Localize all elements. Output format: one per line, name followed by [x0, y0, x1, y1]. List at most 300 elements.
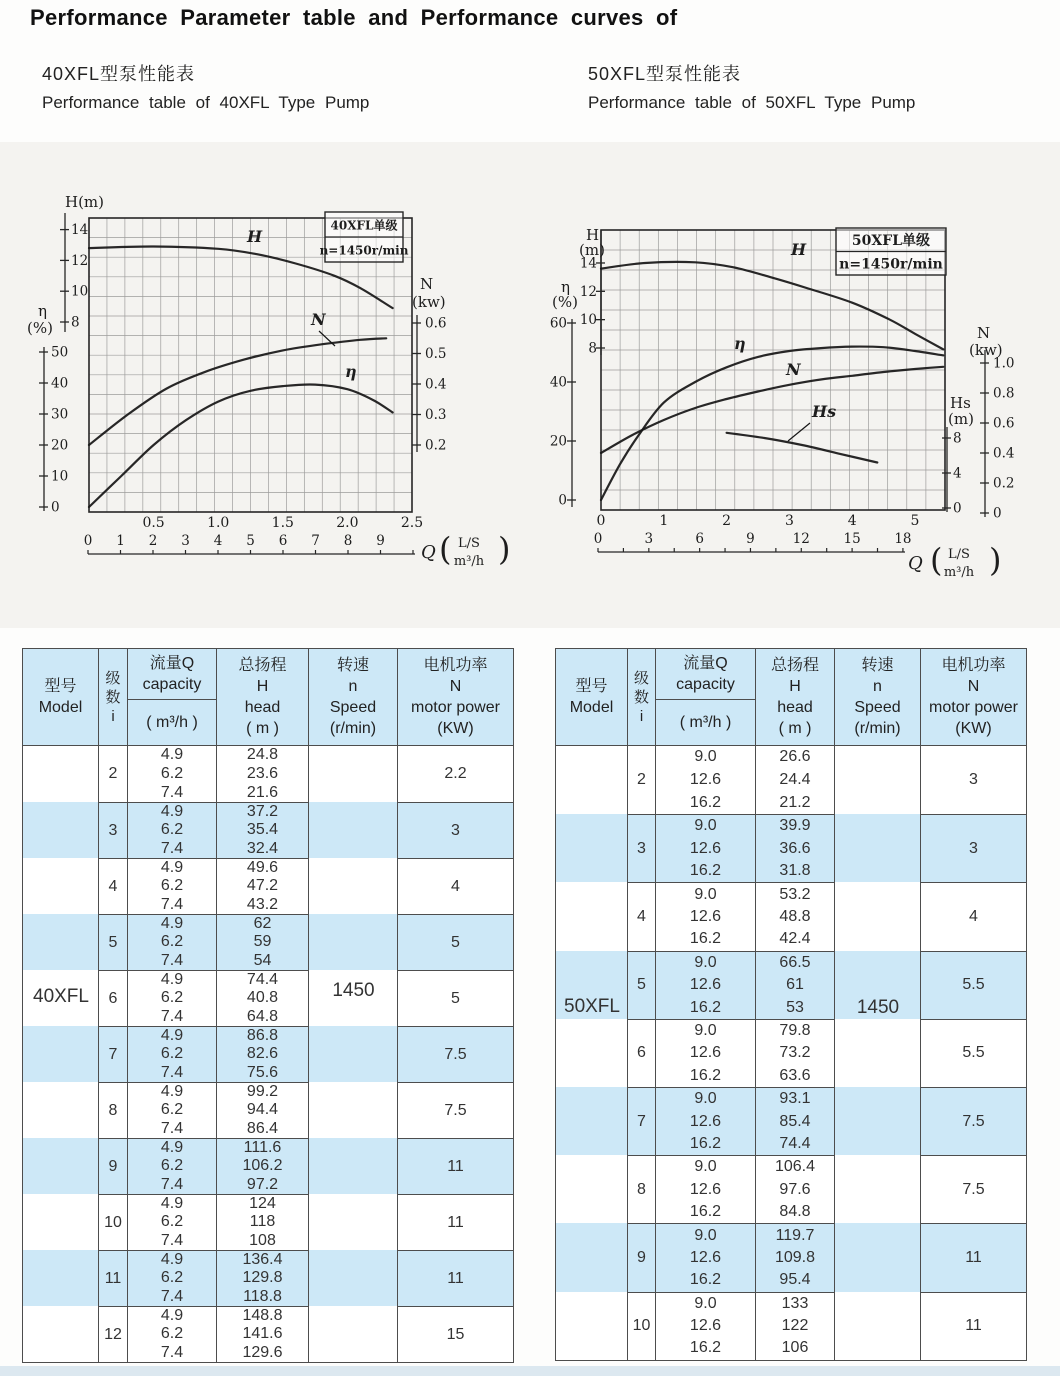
curve-N — [89, 338, 386, 445]
speed-cell — [309, 1194, 398, 1250]
capacity-cell — [128, 1138, 217, 1194]
table-row-stage-4 — [556, 882, 1026, 950]
model-cell — [556, 746, 628, 814]
q-unit-ls: L/S — [948, 547, 970, 562]
paren-open: ( — [930, 541, 943, 579]
model-cell — [556, 882, 628, 950]
capacity-value: 4.9 — [160, 1027, 184, 1045]
stage-cell: 2 — [628, 746, 656, 814]
axis-tick-label-H: 10 — [579, 312, 597, 329]
header-cell-model — [556, 649, 628, 745]
power-cell: 5.5 — [921, 1019, 1026, 1087]
speed-cell — [835, 1292, 921, 1360]
axis-tick-label-H: 14 — [71, 222, 89, 239]
capacity-value: 9.0 — [694, 885, 717, 903]
x-tick-label-m3h: 9 — [376, 533, 385, 549]
capacity-header-top — [656, 649, 755, 700]
capacity-value: 7.4 — [160, 1175, 184, 1193]
section-title-en-40xfl: Performance table of 40XFL Type Pump — [42, 93, 370, 112]
speed-cell — [835, 746, 921, 814]
model-label: 40XFL — [33, 986, 89, 1007]
axis-tick-label-eta: 20 — [51, 437, 69, 454]
head-value: 42.4 — [779, 930, 811, 948]
head-value: 43.2 — [246, 895, 279, 913]
table-row-stage-3 — [23, 802, 513, 858]
capacity-cell — [656, 1019, 756, 1087]
head-value: 23.6 — [246, 765, 279, 782]
header-line: H — [789, 678, 801, 695]
stage-cell: 4 — [628, 882, 656, 950]
capacity-cell — [656, 1087, 756, 1155]
model-cell — [23, 746, 99, 802]
axis-tick-label-H: 8 — [71, 314, 80, 331]
capacity-value: 6.2 — [160, 989, 184, 1007]
stage-cell: 5 — [628, 951, 656, 1019]
capacity-cell — [128, 1194, 217, 1250]
x-tick-label-m3h: 3 — [644, 531, 654, 547]
section-title-en-50xfl: Performance table of 50XFL Type Pump — [588, 93, 916, 112]
capacity-cell — [128, 1082, 217, 1138]
head-cell — [756, 1292, 835, 1360]
axis-title-H: H(m) — [65, 193, 105, 211]
table-row-stage-5 — [23, 914, 513, 970]
header-line: 转速 — [336, 657, 369, 674]
header-line: head — [777, 699, 813, 716]
capacity-cell — [128, 1026, 217, 1082]
capacity-value: 12.6 — [689, 839, 722, 857]
head-value: 119.7 — [775, 1226, 815, 1244]
capacity-value: 6.2 — [160, 1325, 184, 1343]
model-cell — [23, 1250, 99, 1306]
capacity-value: 12.6 — [689, 771, 722, 789]
power-cell: 3 — [398, 802, 513, 858]
table-row-stage-9 — [23, 1138, 513, 1194]
capacity-cell — [656, 814, 756, 882]
capacity-cell — [656, 1223, 756, 1291]
power-cell: 7.5 — [398, 1082, 513, 1138]
capacity-cell — [656, 1292, 756, 1360]
section-title-zh-50xfl: 50XFL型泵性能表 — [588, 64, 742, 84]
info-box-speed: n=1450r/min — [319, 243, 409, 258]
axis-tick-label-Hs: 8 — [953, 430, 962, 447]
head-value: 94.4 — [246, 1101, 279, 1119]
power-cell: 7.5 — [921, 1087, 1026, 1155]
axis-tick-label-eta: 40 — [549, 374, 567, 391]
header-line: 型号 — [44, 678, 77, 695]
axis-tick-label-eta: 30 — [51, 406, 69, 423]
head-cell — [217, 802, 309, 858]
power-cell: 11 — [921, 1223, 1026, 1291]
head-value: 35.4 — [246, 821, 279, 839]
header-cell-capacity — [128, 649, 217, 745]
header-line: 电机功率 — [941, 657, 1006, 674]
stage-cell: 6 — [628, 1019, 656, 1087]
capacity-value: 16.2 — [689, 1271, 722, 1289]
bottom-page-band — [0, 1366, 1060, 1376]
axis-tick-label-H: 12 — [71, 252, 89, 269]
head-value: 84.8 — [779, 1203, 811, 1221]
header-line: 数 — [633, 688, 649, 706]
capacity-cell — [128, 802, 217, 858]
head-value: 118.8 — [243, 1287, 282, 1305]
model-cell — [23, 858, 99, 914]
capacity-value: 6.2 — [160, 1213, 184, 1231]
table-row-stage-3 — [556, 814, 1026, 882]
axis-eta — [550, 278, 578, 509]
x-tick-label-m3h: 7 — [311, 533, 320, 549]
capacity-value: 16.2 — [689, 862, 722, 880]
header-line: Speed — [329, 699, 377, 716]
header-line: Model — [569, 699, 614, 716]
curve-label-η: η — [345, 362, 357, 381]
model-cell — [23, 1082, 99, 1138]
header-line: H — [256, 678, 269, 695]
capacity-header-top — [128, 649, 216, 700]
axis-H — [579, 226, 605, 357]
curve-Hs — [727, 433, 878, 463]
head-value: 62 — [253, 915, 272, 933]
header-line: (r/min) — [854, 720, 901, 737]
head-value: 49.6 — [246, 859, 279, 877]
capacity-header-unit — [128, 700, 216, 745]
head-value: 26.6 — [779, 748, 811, 766]
speed-cell — [835, 1019, 921, 1087]
stage-cell: 8 — [99, 1082, 128, 1138]
capacity-value: 12.6 — [689, 1248, 722, 1266]
curve-η — [601, 347, 943, 500]
head-cell — [217, 746, 309, 802]
stage-cell: 9 — [99, 1138, 128, 1194]
speed-cell — [835, 1223, 921, 1291]
head-value: 74.4 — [246, 971, 279, 989]
capacity-value: 6.2 — [160, 877, 184, 895]
curve-label-η: η — [734, 334, 746, 353]
axis-tick-label-H: 14 — [579, 255, 597, 272]
model-cell — [23, 802, 99, 858]
capacity-value: 6.2 — [160, 1045, 184, 1063]
power-cell: 3 — [969, 771, 978, 789]
q-symbol: Q — [908, 553, 923, 574]
header-line: 流量Q — [683, 655, 728, 672]
axis-tick-label-H: 10 — [71, 283, 89, 300]
capacity-value: 4.9 — [160, 746, 184, 764]
axis-tick-label-N: 0.4 — [993, 445, 1015, 462]
x-tick-label-m3h: 4 — [213, 533, 223, 549]
header-line: 数 — [105, 688, 121, 706]
head-value: 118 — [249, 1213, 276, 1231]
speed-cell — [835, 1155, 921, 1223]
chart-50xfl-performance-curves — [548, 195, 1060, 595]
header-line: ( m³/h ) — [679, 714, 732, 731]
capacity-value: 9.0 — [694, 1090, 717, 1108]
model-cell — [556, 814, 628, 882]
curve-label-Hs: Hs — [812, 402, 837, 421]
speed-cell — [309, 1082, 398, 1138]
capacity-value: 9.0 — [694, 817, 717, 835]
capacity-cell — [128, 858, 217, 914]
power-cell: 4 — [921, 882, 1026, 950]
table-row-stage-2 — [556, 746, 1026, 814]
power-cell: 11 — [398, 1138, 513, 1194]
table-40xfl-performance — [22, 648, 514, 1363]
head-value: 86.4 — [246, 1119, 279, 1137]
axis-title-eta: η — [561, 278, 570, 296]
head-value: 93.1 — [779, 1090, 811, 1108]
capacity-value: 7.4 — [160, 951, 184, 969]
capacity-value: 9.0 — [694, 1021, 717, 1039]
x-axis-ruler — [88, 550, 415, 554]
table-row-stage-2 — [23, 746, 513, 802]
model-cell — [23, 1026, 99, 1082]
head-value: 61 — [786, 976, 804, 994]
section-title-zh-40xfl: 40XFL型泵性能表 — [42, 64, 196, 84]
capacity-value: 16.2 — [689, 1066, 722, 1084]
head-cell — [217, 914, 309, 970]
head-value: 106 — [781, 1339, 809, 1357]
header-cell-speed — [835, 649, 921, 745]
x-tick-label-ls: 1.5 — [271, 515, 294, 531]
header-line: 转速 — [861, 657, 894, 674]
axis-title-Hs: Hs — [950, 394, 971, 412]
header-line: Model — [38, 699, 83, 716]
header-line: (KW) — [437, 720, 474, 737]
x-axis-q-label — [421, 530, 510, 569]
capacity-cell — [128, 746, 217, 802]
header-line: 型号 — [575, 678, 608, 695]
info-box-model: 50XFL单级 — [851, 232, 931, 249]
power-cell: 11 — [398, 1194, 513, 1250]
speed-cell — [309, 746, 398, 802]
header-line: ( m ) — [778, 720, 812, 737]
table-row-stage-8 — [23, 1082, 513, 1138]
x-tick-label-ls: 4 — [847, 513, 857, 529]
capacity-value: 16.2 — [689, 1134, 722, 1152]
curve-label-H: H — [247, 227, 263, 246]
axis-tick-label-N: 0.5 — [425, 346, 447, 362]
head-value: 21.6 — [246, 783, 279, 801]
capacity-value: 4.9 — [160, 1307, 184, 1325]
capacity-value: 7.4 — [160, 1231, 184, 1249]
chart-40xfl-performance-curves — [25, 185, 530, 585]
header-line: (KW) — [955, 720, 992, 737]
capacity-value: 7.4 — [160, 1063, 184, 1081]
head-value: 73.2 — [779, 1044, 811, 1062]
axis-N — [412, 275, 446, 454]
power-cell: 5.5 — [921, 951, 1026, 1019]
capacity-cell — [656, 882, 756, 950]
capacity-value: 16.2 — [689, 1203, 722, 1221]
x-tick-label-m3h: 0 — [593, 531, 603, 547]
speed-label: 1450 — [856, 997, 900, 1018]
x-tick-label-ls: 2.5 — [400, 515, 424, 531]
axis-tick-label-N: 1.0 — [993, 355, 1015, 372]
speed-cell — [835, 882, 921, 950]
header-cell-motor-power — [398, 649, 513, 745]
capacity-value: 9.0 — [694, 953, 717, 971]
capacity-value: 7.4 — [160, 1007, 184, 1025]
head-value: 111.6 — [243, 1139, 282, 1157]
head-value: 47.2 — [246, 877, 279, 895]
head-value: 48.8 — [779, 907, 811, 925]
capacity-cell — [128, 1306, 217, 1362]
capacity-value: 16.2 — [689, 930, 722, 948]
header-cell-head — [756, 649, 835, 745]
speed-cell — [309, 1306, 398, 1362]
capacity-value: 6.2 — [160, 1157, 184, 1175]
head-cell — [756, 951, 835, 1019]
capacity-value: 12.6 — [689, 907, 722, 925]
x-tick-label-m3h: 9 — [746, 531, 755, 547]
q-unit-m3h: m³/h — [453, 554, 485, 569]
header-line: capacity — [676, 676, 735, 693]
stage-cell: 3 — [99, 802, 128, 858]
paren-open: ( — [439, 530, 452, 568]
q-unit-ls: L/S — [458, 536, 480, 551]
capacity-value: 4.9 — [160, 1251, 184, 1269]
capacity-value: 12.6 — [689, 976, 722, 994]
stage-cell: 9 — [628, 1223, 656, 1291]
model-cell — [556, 1019, 628, 1087]
stage-cell: 7 — [628, 1087, 656, 1155]
x-tick-label-ls: 2 — [722, 513, 732, 529]
head-value: 82.6 — [246, 1045, 279, 1063]
capacity-value: 9.0 — [694, 1158, 717, 1176]
x-tick-label-ls: 1.0 — [207, 515, 230, 531]
axis-tick-label-N: 0.2 — [425, 437, 447, 454]
header-cell-stages — [99, 649, 128, 745]
head-cell — [217, 1306, 309, 1362]
axis-tick-label-N: 0.3 — [425, 407, 447, 423]
axis-tick-label-eta: 40 — [51, 375, 69, 392]
info-box-model: 40XFL单级 — [330, 218, 398, 233]
header-line: 流量Q — [149, 655, 195, 672]
capacity-value: 16.2 — [689, 1339, 722, 1357]
model-cell — [556, 1155, 628, 1223]
axis-tick-label-eta: 0 — [558, 492, 567, 509]
head-value: 108 — [249, 1231, 276, 1249]
head-cell — [756, 746, 835, 814]
model-cell — [556, 1292, 628, 1360]
curve-η — [89, 384, 393, 507]
head-value: 106.4 — [774, 1158, 816, 1176]
header-line: motor power — [929, 699, 1018, 716]
axis-tick-label-H: 12 — [579, 283, 597, 300]
power-cell: 2.2 — [444, 765, 467, 782]
power-cell: 5 — [398, 914, 513, 970]
speed-cell — [309, 914, 398, 970]
x-axis-ls-labels — [142, 515, 423, 531]
info-box — [836, 228, 946, 275]
table-row-stage-10 — [556, 1292, 1026, 1360]
axis-tick-label-eta: 20 — [549, 433, 567, 450]
header-line: i — [639, 707, 644, 725]
x-tick-label-m3h: 8 — [343, 533, 353, 549]
power-cell: 11 — [398, 1250, 513, 1306]
table-row-stage-12 — [23, 1306, 513, 1362]
power-cell: 5 — [398, 970, 513, 1026]
table-header-row — [556, 649, 1026, 746]
curve-label-H: H — [791, 240, 807, 259]
head-value: 106.2 — [242, 1157, 283, 1175]
x-tick-label-m3h: 1 — [116, 533, 125, 549]
head-value: 75.6 — [246, 1063, 279, 1081]
axis-H — [60, 193, 104, 332]
model-cell — [23, 1306, 99, 1362]
table-row-stage-11 — [23, 1250, 513, 1306]
head-value: 40.8 — [246, 989, 279, 1007]
axis-tick-label-eta: 50 — [51, 344, 69, 361]
header-cell-model — [23, 649, 99, 745]
table-row-stage-7 — [556, 1087, 1026, 1155]
header-line: ( m ) — [246, 720, 279, 737]
x-axis-m3h-labels — [594, 531, 912, 547]
x-axis-m3h-labels — [84, 533, 385, 549]
axis-tick-label-eta: 60 — [549, 315, 567, 332]
capacity-value: 9.0 — [694, 748, 717, 766]
capacity-value: 12.6 — [689, 1112, 722, 1130]
x-tick-label-ls: 0 — [596, 513, 606, 529]
head-value: 59 — [253, 933, 272, 951]
head-value: 109.8 — [774, 1248, 816, 1266]
x-tick-label-m3h: 2 — [148, 533, 158, 549]
axis-tick-label-eta: 0 — [51, 499, 60, 516]
head-value: 31.8 — [779, 862, 811, 880]
page-title: Performance Parameter table and Performance curves of — [30, 5, 678, 30]
head-value: 95.4 — [779, 1271, 811, 1289]
head-value: 24.8 — [246, 746, 279, 764]
x-axis-q-label — [908, 541, 1001, 580]
capacity-value: 7.4 — [160, 895, 184, 913]
axis-eta — [27, 302, 68, 516]
capacity-value: 4.9 — [160, 971, 184, 989]
head-cell — [756, 814, 835, 882]
head-cell — [756, 1087, 835, 1155]
head-cell — [217, 1082, 309, 1138]
x-tick-label-ls: 3 — [784, 513, 794, 529]
capacity-value: 6.2 — [160, 1101, 184, 1119]
axis-tick-label-eta: 10 — [51, 468, 69, 485]
head-value: 32.4 — [246, 839, 279, 857]
capacity-value: 9.0 — [694, 1226, 717, 1244]
axis-title-N: (kw) — [412, 293, 446, 311]
capacity-cell — [128, 970, 217, 1026]
x-tick-label-m3h: 3 — [181, 533, 190, 549]
head-value: 53 — [786, 998, 804, 1016]
capacity-value: 6.2 — [160, 821, 184, 839]
header-line: head — [244, 699, 281, 716]
head-value: 129.6 — [242, 1343, 283, 1361]
head-cell — [217, 1138, 309, 1194]
header-cell-capacity — [656, 649, 756, 745]
x-tick-label-ls: 0.5 — [142, 515, 165, 531]
capacity-value: 7.4 — [160, 1343, 184, 1361]
axis-Hs — [942, 394, 974, 517]
table-row-stage-7 — [23, 1026, 513, 1082]
power-cell: 11 — [921, 1292, 1026, 1360]
model-cell — [23, 914, 99, 970]
capacity-value: 6.2 — [160, 765, 184, 782]
power-cell: 7.5 — [398, 1026, 513, 1082]
q-unit-m3h: m³/h — [943, 565, 975, 580]
head-value: 122 — [781, 1317, 809, 1335]
head-value: 85.4 — [779, 1112, 811, 1130]
stage-cell: 10 — [628, 1292, 656, 1360]
curve-label-leader-Hs — [788, 423, 810, 441]
head-cell — [756, 1155, 835, 1223]
capacity-value: 6.2 — [160, 1269, 184, 1287]
axis-tick-label-N: 0.4 — [425, 376, 447, 393]
header-line: 级 — [105, 669, 121, 687]
